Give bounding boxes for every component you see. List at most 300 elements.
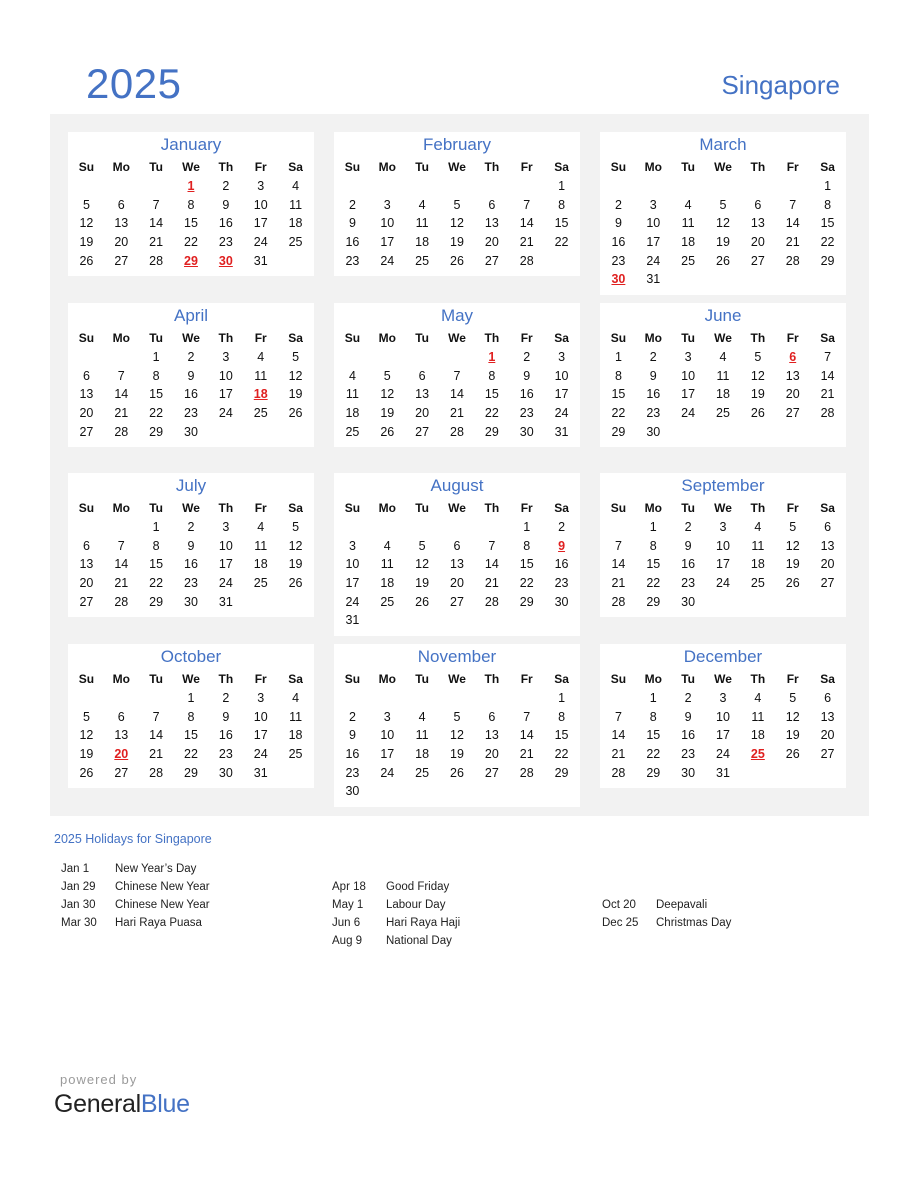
day-cell[interactable]: 8 — [488, 368, 496, 383]
day-cell[interactable]: 18 — [380, 576, 395, 591]
day-cell[interactable]: 26 — [288, 576, 303, 591]
day-cell[interactable]: 9 — [222, 709, 230, 724]
day-cell[interactable]: 8 — [824, 197, 832, 212]
day-cell[interactable]: 8 — [558, 197, 566, 212]
day-cell[interactable]: 28 — [149, 253, 164, 268]
day-cell[interactable]: 18 — [415, 747, 430, 762]
day-cell[interactable]: 30 — [681, 594, 696, 609]
day-cell[interactable]: 31 — [218, 594, 233, 609]
day-cell[interactable]: 10 — [646, 216, 661, 231]
day-cell[interactable]: 29 — [149, 424, 164, 439]
day-cell[interactable]: 15 — [184, 216, 198, 231]
day-cell[interactable]: 28 — [611, 765, 626, 780]
day-cell[interactable]: 20 — [79, 406, 94, 421]
day-cell[interactable]: 30 — [184, 424, 198, 439]
day-cell[interactable]: 30 — [681, 765, 696, 780]
day-cell[interactable]: 12 — [785, 709, 800, 724]
day-cell[interactable]: 2 — [187, 350, 195, 365]
day-cell[interactable]: 11 — [716, 368, 730, 383]
day-cell[interactable]: 27 — [820, 576, 835, 591]
day-cell[interactable]: 18 — [288, 216, 303, 231]
day-cell[interactable]: 3 — [383, 197, 391, 212]
day-cell[interactable]: 19 — [380, 406, 395, 421]
day-cell[interactable]: 15 — [646, 557, 661, 572]
day-cell[interactable]: 9 — [348, 216, 356, 231]
day-cell[interactable]: 25 — [345, 424, 360, 439]
day-cell[interactable]: 13 — [750, 216, 765, 231]
day-cell[interactable]: 17 — [716, 557, 730, 572]
day-cell[interactable]: 29 — [554, 765, 569, 780]
day-cell[interactable]: 13 — [79, 387, 94, 402]
day-cell[interactable]: 18 — [750, 557, 765, 572]
day-cell[interactable]: 10 — [716, 709, 730, 724]
day-cell[interactable]: 29 — [149, 594, 164, 609]
day-cell[interactable]: 8 — [152, 368, 160, 383]
day-cell[interactable]: 6 — [117, 197, 125, 212]
holiday-day-cell[interactable]: 1 — [187, 179, 195, 194]
day-cell[interactable]: 5 — [754, 350, 762, 365]
day-cell[interactable]: 14 — [611, 728, 626, 743]
day-cell[interactable]: 28 — [149, 765, 164, 780]
day-cell[interactable]: 23 — [184, 576, 198, 591]
day-cell[interactable]: 6 — [824, 691, 832, 706]
day-cell[interactable]: 3 — [222, 350, 230, 365]
day-cell[interactable]: 18 — [253, 557, 268, 572]
day-cell[interactable]: 19 — [288, 387, 303, 402]
day-cell[interactable]: 27 — [79, 594, 94, 609]
day-cell[interactable]: 12 — [79, 728, 94, 743]
day-cell[interactable]: 9 — [348, 728, 356, 743]
day-cell[interactable]: 6 — [754, 197, 762, 212]
day-cell[interactable]: 16 — [681, 728, 696, 743]
day-cell[interactable]: 24 — [218, 576, 233, 591]
day-cell[interactable]: 23 — [218, 235, 233, 250]
holiday-day-cell[interactable]: 30 — [218, 253, 233, 268]
day-cell[interactable]: 28 — [484, 594, 499, 609]
day-cell[interactable]: 14 — [484, 557, 499, 572]
day-cell[interactable]: 17 — [554, 387, 569, 402]
day-cell[interactable]: 10 — [345, 557, 360, 572]
day-cell[interactable]: 12 — [750, 368, 765, 383]
day-cell[interactable]: 12 — [450, 728, 464, 743]
day-cell[interactable]: 22 — [611, 406, 626, 421]
day-cell[interactable]: 16 — [519, 387, 534, 402]
day-cell[interactable]: 24 — [345, 594, 360, 609]
day-cell[interactable]: 28 — [114, 594, 129, 609]
day-cell[interactable]: 17 — [345, 576, 360, 591]
day-cell[interactable]: 31 — [253, 765, 268, 780]
day-cell[interactable]: 17 — [681, 387, 696, 402]
day-cell[interactable]: 3 — [348, 538, 356, 553]
day-cell[interactable]: 1 — [649, 520, 657, 535]
day-cell[interactable]: 13 — [484, 216, 499, 231]
day-cell[interactable]: 7 — [824, 350, 832, 365]
day-cell[interactable]: 14 — [149, 216, 164, 231]
day-cell[interactable]: 26 — [750, 406, 765, 421]
day-cell[interactable]: 7 — [152, 709, 160, 724]
day-cell[interactable]: 4 — [292, 179, 300, 194]
day-cell[interactable]: 8 — [152, 538, 160, 553]
holiday-day-cell[interactable]: 1 — [488, 350, 496, 365]
day-cell[interactable]: 12 — [450, 216, 464, 231]
day-cell[interactable]: 13 — [114, 728, 129, 743]
day-cell[interactable]: 4 — [754, 691, 762, 706]
holiday-day-cell[interactable]: 6 — [789, 350, 797, 365]
day-cell[interactable]: 14 — [820, 368, 835, 383]
day-cell[interactable]: 24 — [253, 235, 268, 250]
day-cell[interactable]: 1 — [824, 179, 832, 194]
day-cell[interactable]: 12 — [415, 557, 430, 572]
day-cell[interactable]: 27 — [114, 765, 129, 780]
day-cell[interactable]: 29 — [519, 594, 534, 609]
day-cell[interactable]: 27 — [450, 594, 464, 609]
holiday-day-cell[interactable]: 18 — [253, 387, 268, 402]
day-cell[interactable]: 11 — [254, 368, 268, 383]
day-cell[interactable]: 15 — [554, 728, 569, 743]
day-cell[interactable]: 7 — [453, 368, 461, 383]
day-cell[interactable]: 22 — [554, 747, 569, 762]
day-cell[interactable]: 23 — [611, 253, 626, 268]
day-cell[interactable]: 9 — [684, 709, 692, 724]
day-cell[interactable]: 21 — [114, 406, 129, 421]
day-cell[interactable]: 25 — [716, 406, 730, 421]
day-cell[interactable]: 4 — [383, 538, 391, 553]
day-cell[interactable]: 10 — [380, 216, 395, 231]
day-cell[interactable]: 22 — [646, 576, 661, 591]
day-cell[interactable]: 19 — [450, 747, 464, 762]
day-cell[interactable]: 23 — [681, 576, 696, 591]
day-cell[interactable]: 20 — [820, 728, 835, 743]
day-cell[interactable]: 10 — [218, 368, 233, 383]
day-cell[interactable]: 3 — [383, 709, 391, 724]
day-cell[interactable]: 12 — [79, 216, 94, 231]
day-cell[interactable]: 12 — [288, 368, 303, 383]
day-cell[interactable]: 18 — [681, 235, 696, 250]
day-cell[interactable]: 11 — [380, 557, 394, 572]
day-cell[interactable]: 23 — [345, 253, 360, 268]
day-cell[interactable]: 25 — [253, 406, 268, 421]
day-cell[interactable]: 24 — [380, 765, 395, 780]
day-cell[interactable]: 10 — [253, 197, 268, 212]
day-cell[interactable]: 11 — [751, 709, 765, 724]
day-cell[interactable]: 13 — [450, 557, 464, 572]
day-cell[interactable]: 14 — [114, 387, 129, 402]
day-cell[interactable]: 19 — [785, 557, 800, 572]
day-cell[interactable]: 12 — [785, 538, 800, 553]
day-cell[interactable]: 2 — [614, 197, 622, 212]
day-cell[interactable]: 12 — [380, 387, 395, 402]
day-cell[interactable]: 5 — [453, 709, 461, 724]
day-cell[interactable]: 25 — [415, 765, 430, 780]
day-cell[interactable]: 4 — [348, 368, 356, 383]
day-cell[interactable]: 23 — [646, 406, 661, 421]
day-cell[interactable]: 7 — [523, 197, 531, 212]
day-cell[interactable]: 5 — [292, 520, 300, 535]
day-cell[interactable]: 2 — [558, 520, 566, 535]
day-cell[interactable]: 7 — [789, 197, 797, 212]
day-cell[interactable]: 9 — [649, 368, 657, 383]
day-cell[interactable]: 8 — [523, 538, 531, 553]
day-cell[interactable]: 20 — [450, 576, 464, 591]
day-cell[interactable]: 31 — [646, 272, 661, 287]
day-cell[interactable]: 6 — [488, 197, 496, 212]
day-cell[interactable]: 28 — [820, 406, 835, 421]
holiday-day-cell[interactable]: 29 — [184, 253, 198, 268]
day-cell[interactable]: 18 — [288, 728, 303, 743]
day-cell[interactable]: 7 — [117, 538, 125, 553]
day-cell[interactable]: 26 — [450, 765, 464, 780]
day-cell[interactable]: 3 — [719, 691, 727, 706]
day-cell[interactable]: 3 — [558, 350, 566, 365]
holiday-day-cell[interactable]: 9 — [558, 538, 566, 553]
day-cell[interactable]: 28 — [785, 253, 800, 268]
day-cell[interactable]: 30 — [218, 765, 233, 780]
day-cell[interactable]: 2 — [523, 350, 531, 365]
day-cell[interactable]: 10 — [554, 368, 569, 383]
day-cell[interactable]: 23 — [681, 747, 696, 762]
day-cell[interactable]: 28 — [450, 424, 464, 439]
day-cell[interactable]: 26 — [785, 747, 800, 762]
day-cell[interactable]: 6 — [453, 538, 461, 553]
day-cell[interactable]: 30 — [345, 784, 360, 799]
day-cell[interactable]: 11 — [289, 197, 303, 212]
day-cell[interactable]: 17 — [253, 728, 268, 743]
day-cell[interactable]: 22 — [484, 406, 499, 421]
day-cell[interactable]: 16 — [184, 387, 198, 402]
day-cell[interactable]: 14 — [519, 216, 534, 231]
day-cell[interactable]: 15 — [820, 216, 835, 231]
day-cell[interactable]: 22 — [519, 576, 534, 591]
day-cell[interactable]: 20 — [785, 387, 800, 402]
day-cell[interactable]: 15 — [184, 728, 198, 743]
holiday-day-cell[interactable]: 25 — [750, 747, 765, 762]
day-cell[interactable]: 10 — [716, 538, 730, 553]
generalblue-logo[interactable] — [54, 1090, 190, 1119]
day-cell[interactable]: 30 — [646, 424, 661, 439]
day-cell[interactable]: 14 — [149, 728, 164, 743]
day-cell[interactable]: 26 — [450, 253, 464, 268]
day-cell[interactable]: 27 — [750, 253, 765, 268]
day-cell[interactable]: 28 — [611, 594, 626, 609]
day-cell[interactable]: 9 — [222, 197, 230, 212]
day-cell[interactable]: 17 — [253, 216, 268, 231]
day-cell[interactable]: 2 — [649, 350, 657, 365]
day-cell[interactable]: 27 — [785, 406, 800, 421]
day-cell[interactable]: 7 — [152, 197, 160, 212]
day-cell[interactable]: 29 — [646, 594, 661, 609]
day-cell[interactable]: 25 — [750, 576, 765, 591]
day-cell[interactable]: 8 — [187, 709, 195, 724]
day-cell[interactable]: 21 — [114, 576, 129, 591]
day-cell[interactable]: 16 — [184, 557, 198, 572]
day-cell[interactable]: 16 — [681, 557, 696, 572]
day-cell[interactable]: 25 — [415, 253, 430, 268]
day-cell[interactable]: 31 — [345, 613, 360, 628]
day-cell[interactable]: 10 — [253, 709, 268, 724]
day-cell[interactable]: 14 — [519, 728, 534, 743]
day-cell[interactable]: 6 — [117, 709, 125, 724]
day-cell[interactable]: 23 — [519, 406, 534, 421]
day-cell[interactable]: 24 — [681, 406, 696, 421]
day-cell[interactable]: 15 — [646, 728, 661, 743]
day-cell[interactable]: 6 — [418, 368, 426, 383]
day-cell[interactable]: 4 — [719, 350, 727, 365]
day-cell[interactable]: 1 — [558, 691, 566, 706]
day-cell[interactable]: 3 — [684, 350, 692, 365]
day-cell[interactable]: 2 — [684, 691, 692, 706]
day-cell[interactable]: 16 — [554, 557, 569, 572]
day-cell[interactable]: 22 — [646, 747, 661, 762]
day-cell[interactable]: 24 — [218, 406, 233, 421]
day-cell[interactable]: 19 — [716, 235, 730, 250]
day-cell[interactable]: 26 — [79, 253, 94, 268]
day-cell[interactable]: 23 — [218, 747, 233, 762]
day-cell[interactable]: 14 — [785, 216, 800, 231]
day-cell[interactable]: 15 — [519, 557, 534, 572]
day-cell[interactable]: 22 — [149, 576, 164, 591]
day-cell[interactable]: 18 — [415, 235, 430, 250]
day-cell[interactable]: 20 — [484, 235, 499, 250]
day-cell[interactable]: 13 — [785, 368, 800, 383]
day-cell[interactable]: 21 — [611, 747, 626, 762]
day-cell[interactable]: 9 — [187, 538, 195, 553]
day-cell[interactable]: 29 — [646, 765, 661, 780]
day-cell[interactable]: 29 — [484, 424, 499, 439]
day-cell[interactable]: 21 — [519, 747, 534, 762]
day-cell[interactable]: 11 — [681, 216, 695, 231]
day-cell[interactable]: 30 — [519, 424, 534, 439]
day-cell[interactable]: 5 — [719, 197, 727, 212]
holiday-day-cell[interactable]: 20 — [114, 747, 129, 762]
day-cell[interactable]: 6 — [82, 538, 90, 553]
day-cell[interactable]: 21 — [149, 235, 164, 250]
day-cell[interactable]: 7 — [488, 538, 496, 553]
day-cell[interactable]: 27 — [484, 253, 499, 268]
day-cell[interactable]: 5 — [418, 538, 426, 553]
day-cell[interactable]: 25 — [288, 747, 303, 762]
day-cell[interactable]: 11 — [415, 216, 429, 231]
day-cell[interactable]: 9 — [684, 538, 692, 553]
day-cell[interactable]: 26 — [415, 594, 430, 609]
day-cell[interactable]: 17 — [380, 747, 395, 762]
day-cell[interactable]: 19 — [79, 747, 94, 762]
day-cell[interactable]: 8 — [558, 709, 566, 724]
day-cell[interactable]: 25 — [288, 235, 303, 250]
day-cell[interactable]: 2 — [684, 520, 692, 535]
day-cell[interactable]: 16 — [218, 728, 233, 743]
day-cell[interactable]: 5 — [292, 350, 300, 365]
day-cell[interactable]: 30 — [554, 594, 569, 609]
day-cell[interactable]: 14 — [611, 557, 626, 572]
day-cell[interactable]: 14 — [114, 557, 129, 572]
day-cell[interactable]: 18 — [716, 387, 730, 402]
day-cell[interactable]: 22 — [820, 235, 835, 250]
day-cell[interactable]: 1 — [614, 350, 622, 365]
day-cell[interactable]: 27 — [415, 424, 430, 439]
day-cell[interactable]: 1 — [152, 520, 160, 535]
day-cell[interactable]: 7 — [117, 368, 125, 383]
day-cell[interactable]: 3 — [222, 520, 230, 535]
day-cell[interactable]: 18 — [345, 406, 360, 421]
day-cell[interactable]: 27 — [79, 424, 94, 439]
day-cell[interactable]: 6 — [82, 368, 90, 383]
day-cell[interactable]: 27 — [820, 747, 835, 762]
day-cell[interactable]: 11 — [289, 709, 303, 724]
day-cell[interactable]: 21 — [611, 576, 626, 591]
day-cell[interactable]: 12 — [716, 216, 730, 231]
day-cell[interactable]: 8 — [614, 368, 622, 383]
day-cell[interactable]: 19 — [750, 387, 765, 402]
day-cell[interactable]: 20 — [484, 747, 499, 762]
day-cell[interactable]: 8 — [649, 709, 657, 724]
day-cell[interactable]: 30 — [184, 594, 198, 609]
day-cell[interactable]: 9 — [614, 216, 622, 231]
day-cell[interactable]: 21 — [820, 387, 835, 402]
day-cell[interactable]: 24 — [554, 406, 569, 421]
day-cell[interactable]: 10 — [380, 728, 395, 743]
day-cell[interactable]: 13 — [484, 728, 499, 743]
day-cell[interactable]: 1 — [649, 691, 657, 706]
day-cell[interactable]: 5 — [789, 691, 797, 706]
day-cell[interactable]: 20 — [750, 235, 765, 250]
day-cell[interactable]: 21 — [519, 235, 534, 250]
day-cell[interactable]: 26 — [716, 253, 730, 268]
day-cell[interactable]: 3 — [257, 691, 265, 706]
day-cell[interactable]: 31 — [253, 253, 268, 268]
day-cell[interactable]: 2 — [348, 709, 356, 724]
day-cell[interactable]: 26 — [79, 765, 94, 780]
day-cell[interactable]: 15 — [484, 387, 499, 402]
day-cell[interactable]: 4 — [257, 350, 265, 365]
day-cell[interactable]: 11 — [345, 387, 359, 402]
day-cell[interactable]: 7 — [614, 538, 622, 553]
day-cell[interactable]: 27 — [484, 765, 499, 780]
day-cell[interactable]: 11 — [254, 538, 268, 553]
day-cell[interactable]: 5 — [82, 197, 90, 212]
day-cell[interactable]: 6 — [824, 520, 832, 535]
day-cell[interactable]: 15 — [149, 557, 164, 572]
day-cell[interactable]: 13 — [79, 557, 94, 572]
day-cell[interactable]: 11 — [415, 728, 429, 743]
day-cell[interactable]: 4 — [754, 520, 762, 535]
day-cell[interactable]: 24 — [380, 253, 395, 268]
day-cell[interactable]: 2 — [187, 520, 195, 535]
day-cell[interactable]: 21 — [149, 747, 164, 762]
day-cell[interactable]: 24 — [646, 253, 661, 268]
day-cell[interactable]: 23 — [345, 765, 360, 780]
day-cell[interactable]: 28 — [519, 765, 534, 780]
day-cell[interactable]: 13 — [415, 387, 430, 402]
day-cell[interactable]: 16 — [218, 216, 233, 231]
day-cell[interactable]: 4 — [418, 709, 426, 724]
day-cell[interactable]: 8 — [649, 538, 657, 553]
day-cell[interactable]: 21 — [785, 235, 800, 250]
day-cell[interactable]: 16 — [611, 235, 626, 250]
day-cell[interactable]: 17 — [218, 557, 233, 572]
day-cell[interactable]: 3 — [257, 179, 265, 194]
holiday-day-cell[interactable]: 30 — [611, 272, 626, 287]
day-cell[interactable]: 20 — [415, 406, 430, 421]
day-cell[interactable]: 21 — [450, 406, 464, 421]
day-cell[interactable]: 12 — [288, 538, 303, 553]
day-cell[interactable]: 19 — [785, 728, 800, 743]
day-cell[interactable]: 7 — [614, 709, 622, 724]
day-cell[interactable]: 31 — [554, 424, 569, 439]
day-cell[interactable]: 4 — [292, 691, 300, 706]
day-cell[interactable]: 25 — [380, 594, 395, 609]
day-cell[interactable]: 16 — [646, 387, 661, 402]
day-cell[interactable]: 10 — [681, 368, 696, 383]
